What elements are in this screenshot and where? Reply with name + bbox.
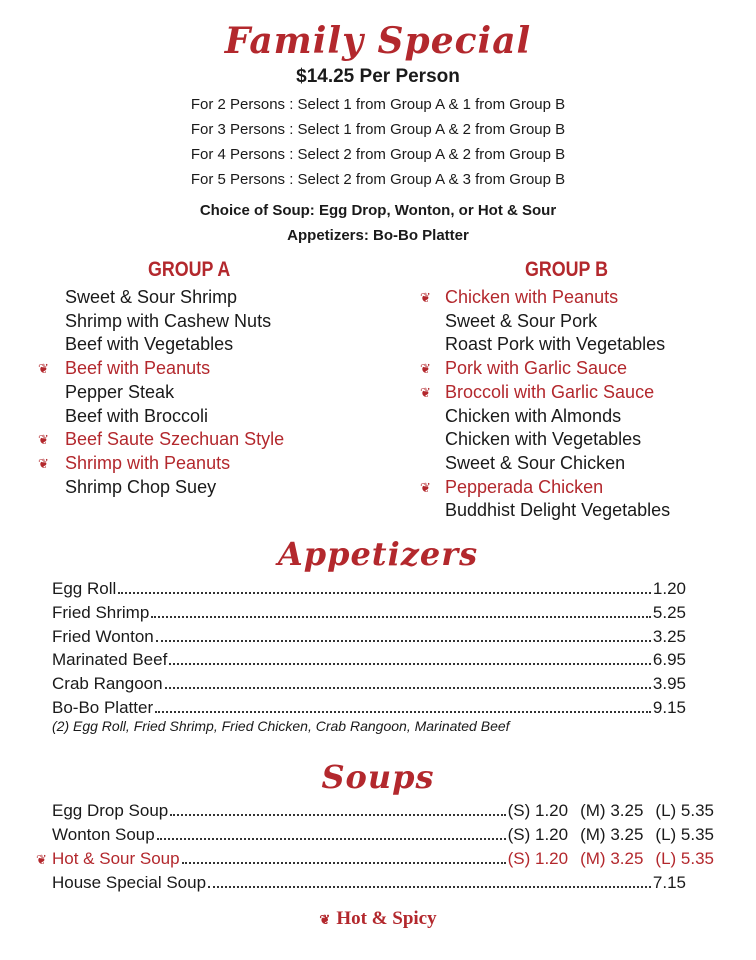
dot-leader xyxy=(170,814,505,816)
chili-pepper-icon: ❦ xyxy=(420,290,431,305)
chili-pepper-icon: ❦ xyxy=(38,432,49,448)
group-item: Pepper Steak xyxy=(65,381,175,402)
dot-leader xyxy=(157,838,506,840)
appetizer-name: Bo-Bo Platter xyxy=(52,698,154,717)
dot-leader xyxy=(151,616,651,618)
dot-leader xyxy=(169,663,651,665)
appetizer-name: Fried Shrimp xyxy=(52,602,150,622)
per-person-price: $14.25 Per Person xyxy=(296,66,460,87)
dot-leader xyxy=(208,886,651,888)
soup-price-small: (S) 1.20 xyxy=(507,801,569,820)
group-item: Roast Pork with Vegetables xyxy=(445,334,666,355)
soup-row xyxy=(52,847,714,869)
appetizers-title: Appetizers xyxy=(277,535,479,573)
group-item: Chicken with Almonds xyxy=(445,405,622,426)
appetizer-price: 6.95 xyxy=(652,650,686,670)
appetizer-price: 3.95 xyxy=(652,674,686,694)
appetizer-price: 3.25 xyxy=(652,626,686,646)
soup-name: House Special Soup xyxy=(52,873,207,892)
appetizer-price: 1.20 xyxy=(652,579,686,598)
appetizer-name: Fried Wonton xyxy=(52,626,154,646)
soup-price-large: (L) 5.35 xyxy=(655,825,714,844)
rule-2-persons: For 2 Persons : Select 1 from Group A & 1 from Group B xyxy=(190,96,566,113)
group-item: Buddhist Delight Vegetables xyxy=(445,500,671,521)
soup-price-large: (L) 5.35 xyxy=(655,849,714,868)
group-item: Shrimp Chop Suey xyxy=(65,476,217,497)
soup-price-medium: (M) 3.25 xyxy=(580,825,644,844)
soup-row xyxy=(52,823,714,845)
chili-pepper-icon: ❦ xyxy=(38,455,49,471)
group-item: Shrimp with Cashew Nuts xyxy=(65,310,272,331)
rule-3-persons: For 3 Persons : Select 1 from Group A & 2 from Group B xyxy=(190,121,566,138)
appetizer-row xyxy=(52,696,686,718)
soup-name: Wonton Soup xyxy=(52,825,155,844)
dot-leader xyxy=(165,687,651,689)
group-item: Broccoli with Garlic Sauce xyxy=(445,381,655,402)
soup-price-medium: (M) 3.25 xyxy=(580,849,644,868)
group-item: Sweet & Sour Shrimp xyxy=(65,287,238,307)
soup-price-large: (L) 5.35 xyxy=(655,801,714,820)
appetizer-name: Egg Roll xyxy=(52,579,117,598)
group-item: Beef with Broccoli xyxy=(65,405,209,426)
dot-leader xyxy=(182,862,506,864)
chili-pepper-icon: ❦ xyxy=(420,479,431,495)
soup-prices xyxy=(508,849,714,869)
appetizer-name: Marinated Beef xyxy=(52,650,168,670)
appetizer-price: 5.25 xyxy=(652,602,686,622)
group-item: Beef with Peanuts xyxy=(65,358,211,379)
appetizer-price: 9.15 xyxy=(652,698,686,717)
chili-pepper-icon: ❦ xyxy=(319,912,331,927)
appetizer-row xyxy=(52,577,686,599)
soup-prices xyxy=(508,801,714,821)
soup-name: Egg Drop Soup xyxy=(52,801,169,820)
dot-leader xyxy=(155,711,651,713)
hot-and-spicy-legend xyxy=(0,908,756,930)
dot-leader xyxy=(156,640,651,642)
chili-pepper-icon: ❦ xyxy=(38,361,49,377)
appetizer-row xyxy=(52,625,686,647)
group-item: Pepperada Chicken xyxy=(445,476,604,497)
soup-row xyxy=(52,799,714,821)
soup-price: 7.15 xyxy=(652,873,686,892)
bo-bo-platter-note: (2) Egg Roll, Fried Shrimp, Fried Chicken, Crab Rangoon, Marinated Beef xyxy=(52,718,510,734)
group-item: Chicken with Vegetables xyxy=(445,429,642,450)
family-special-title: Family Special xyxy=(224,20,532,62)
soup-name: Hot & Sour Soup xyxy=(52,849,180,868)
soup-price-medium: (M) 3.25 xyxy=(580,801,644,820)
legend-label: Hot & Spicy xyxy=(336,908,437,929)
soup-prices xyxy=(508,825,714,845)
group-item: Shrimp with Peanuts xyxy=(65,452,231,473)
group-item: Sweet & Sour Chicken xyxy=(445,452,626,473)
group-item: Beef with Vegetables xyxy=(65,334,234,355)
group-item: Pork with Garlic Sauce xyxy=(445,358,628,379)
rule-5-persons: For 5 Persons : Select 2 from Group A & 3 from Group B xyxy=(190,171,566,188)
soup-price-small: (S) 1.20 xyxy=(507,825,569,844)
soup-row xyxy=(52,871,686,893)
dot-leader xyxy=(118,592,651,594)
soup-choice-line: Choice of Soup: Egg Drop, Wonton, or Hot & Sour xyxy=(199,202,557,219)
group-b-header: GROUP B xyxy=(525,258,608,281)
soup-price-small: (S) 1.20 xyxy=(507,849,569,868)
rule-4-persons: For 4 Persons : Select 2 from Group A & 2 from Group B xyxy=(190,146,566,163)
group-a-header: GROUP A xyxy=(148,258,231,281)
group-item: Chicken with Peanuts xyxy=(445,287,619,307)
group-item: Beef Saute Szechuan Style xyxy=(65,429,285,450)
chili-pepper-icon: ❦ xyxy=(420,361,431,377)
chili-pepper-icon: ❦ xyxy=(420,384,431,400)
appetizer-row xyxy=(52,648,686,670)
group-item: Sweet & Sour Pork xyxy=(445,310,598,331)
soup-prices xyxy=(653,873,686,893)
appetizers-line: Appetizers: Bo-Bo Platter xyxy=(287,227,469,244)
chili-pepper-icon: ❦ xyxy=(36,852,47,867)
appetizer-row xyxy=(52,672,686,694)
appetizer-row xyxy=(52,601,686,623)
soups-title: Soups xyxy=(321,758,435,796)
appetizer-name: Crab Rangoon xyxy=(52,674,163,694)
